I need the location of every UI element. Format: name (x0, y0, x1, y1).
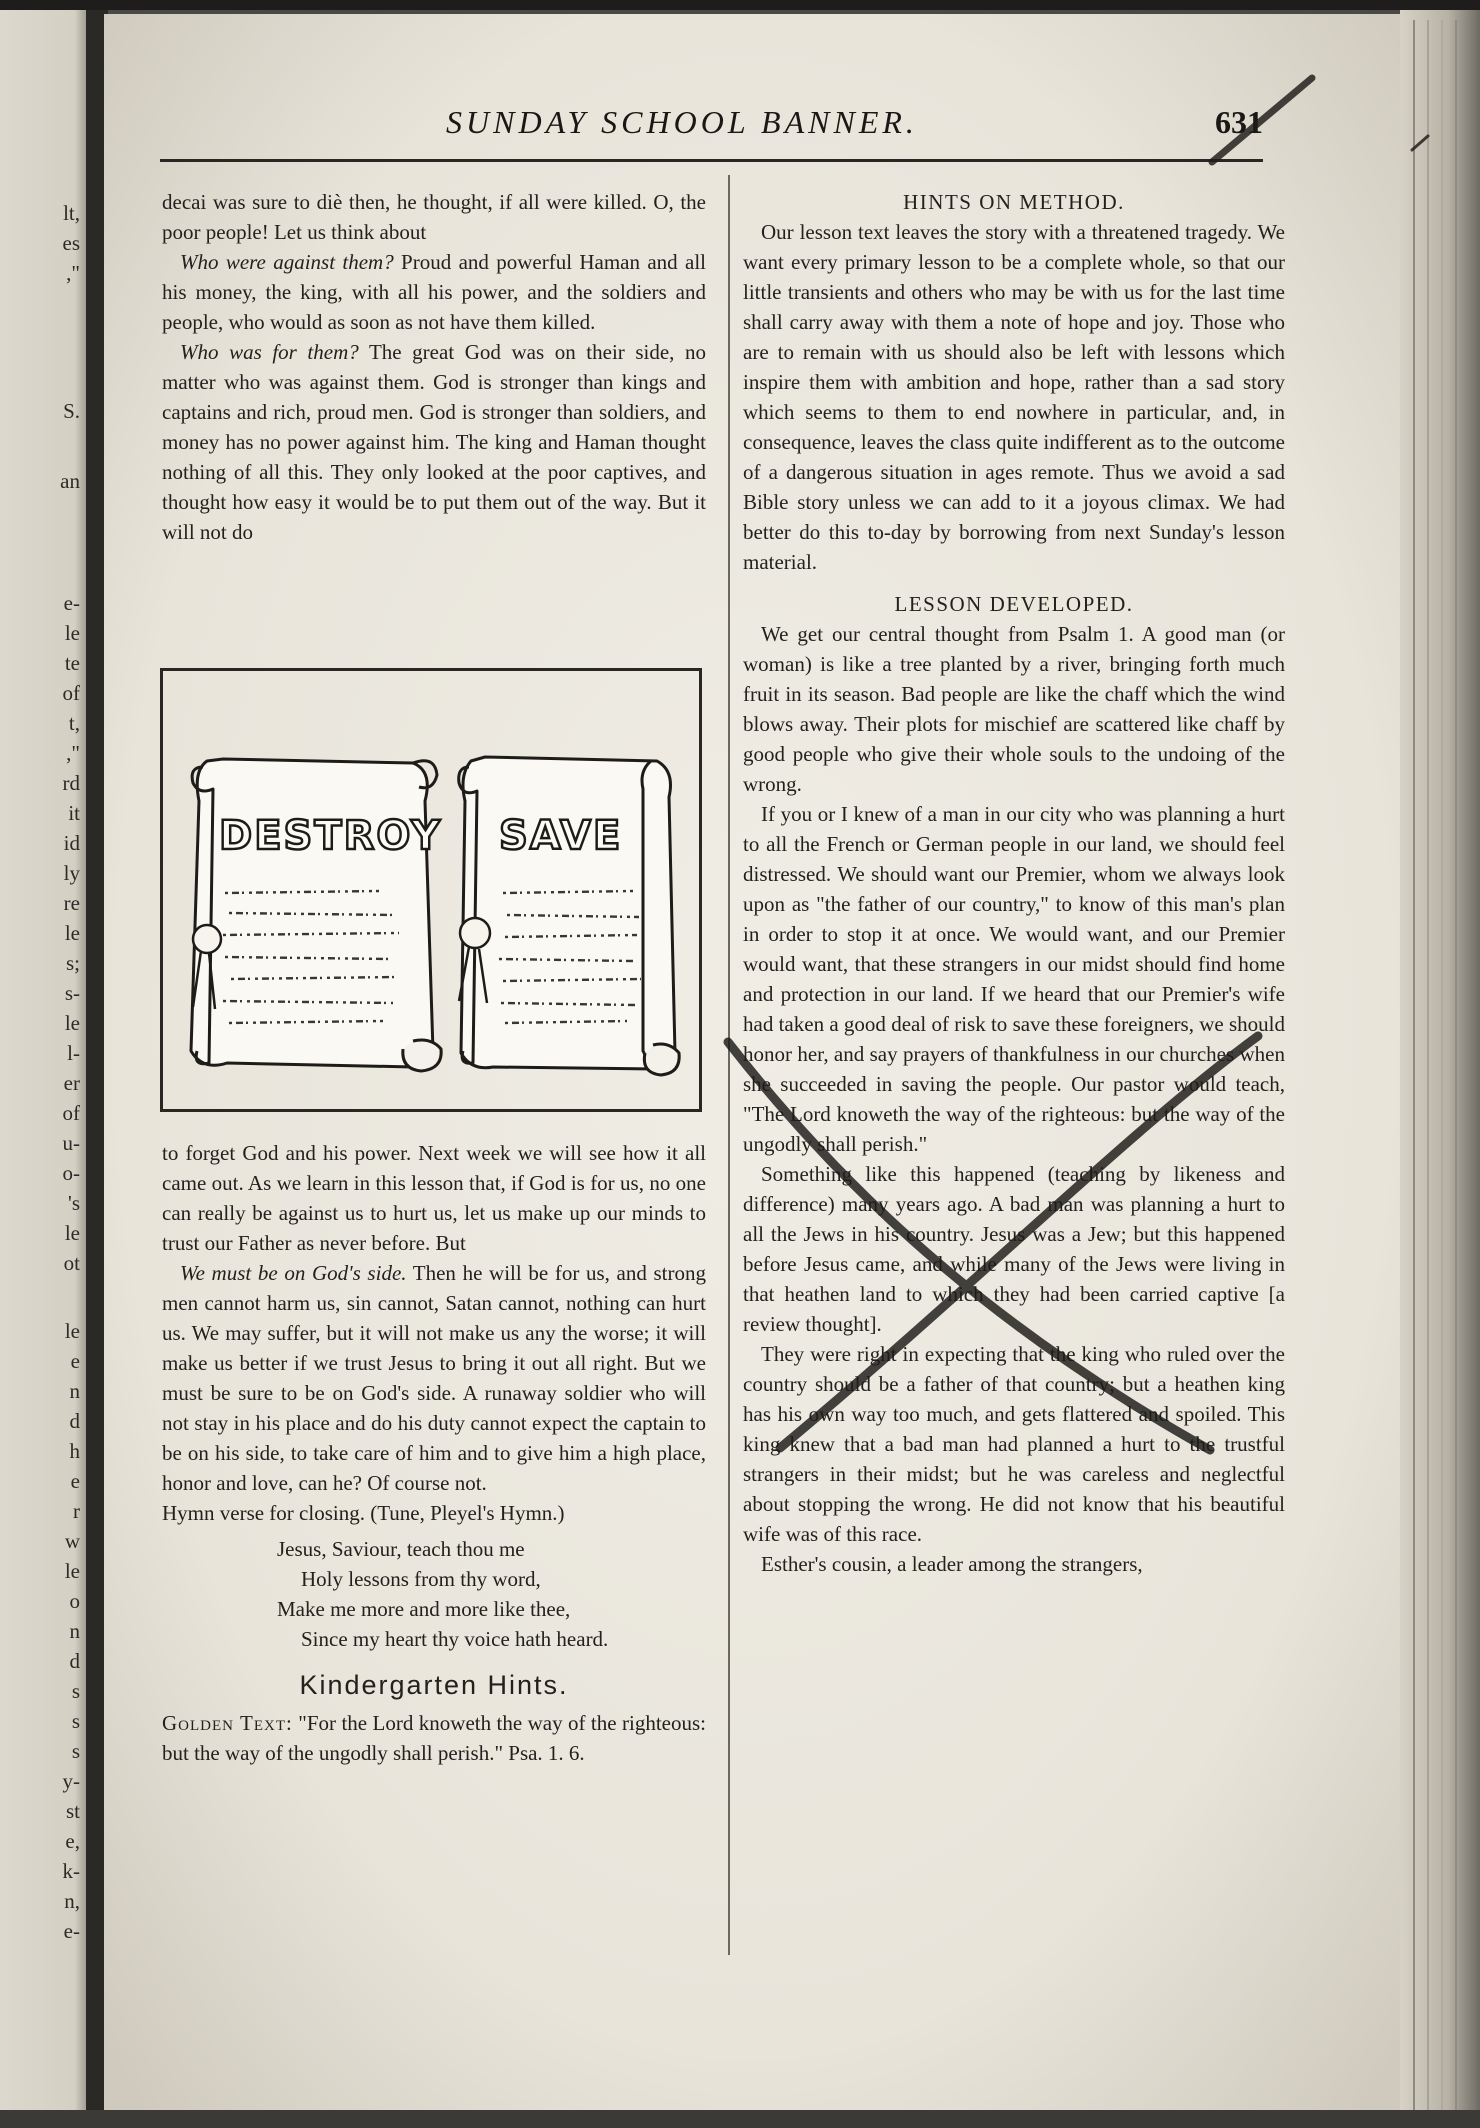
paragraph: Esther's cousin, a leader among the strangers, (761, 1552, 1143, 1576)
left-page-fragment: n, (64, 1889, 80, 1913)
left-page-fragment: er (63, 1071, 80, 1095)
left-page-fragment: w (64, 1529, 80, 1553)
running-head: SUNDAY SCHOOL BANNER. (446, 104, 918, 140)
left-page-fragment: e, (65, 1829, 80, 1853)
left-page-fragment: e (70, 1469, 80, 1493)
left-page-fragment: te (64, 651, 80, 675)
golden-text (162, 1708, 706, 1768)
paragraph (162, 247, 706, 337)
left-page-fragment: h (69, 1439, 80, 1463)
left-page-fragment: ," (66, 741, 80, 765)
left-page-fragment: lt, (63, 201, 80, 225)
left-page-fragment: le (64, 1011, 80, 1035)
paragraph-text: The great God was on their side, no matter who was against them. God is stronger than kings and captains and rich, proud men. God is stronger than soldiers, and money has no power against him. The king and Haman thought nothing of all this. They only looked at the poor captives, and thought how easy it would be to put them out of the way. But it will not do (162, 340, 707, 544)
left-page-fragment: d (69, 1649, 80, 1673)
paragraph (162, 337, 706, 547)
page-number: 631 (1215, 104, 1263, 140)
left-page-fragment: e- (63, 1919, 80, 1943)
left-page-fragment: rd (62, 771, 80, 795)
hymn-line: Since my heart thy voice hath heard. (301, 1627, 609, 1651)
left-page-fragment: e (70, 1349, 80, 1373)
left-page-fragment: e- (63, 591, 80, 615)
hymn-line: Jesus, Saviour, teach thou me (277, 1537, 525, 1561)
kindergarten-heading: Kindergarten Hints. (299, 1670, 569, 1700)
left-page-fragment: ," (66, 261, 80, 285)
left-page-fragment: it (68, 801, 80, 825)
left-page-fragment: le (64, 621, 80, 645)
left-page-fragment: s- (64, 981, 80, 1005)
left-column-bottom (162, 1138, 706, 1768)
left-page-fragment: S. (63, 399, 80, 423)
paragraph: Our lesson text leaves the story with a threatened tragedy. We want every primary lesson to be a complete whole, so that our little transients and others who may be with us for the last time shall carry away with them a note of hope and joy. Those who are to remain with us should also be left with lessons which inspire them with ambition and hope, rather than a sad story which seems to them to end nowhere in particular, and, in consequence, leaves the class quite indifferent as to the outcome of a dangerous situation in ages remote. Thus we avoid a sad Bible story unless we can add to it a joyous climax. We had better do this to-day by borrowing from next Sunday's lesson material. (743, 220, 1285, 574)
hymn-intro: Hymn verse for closing. (Tune, Pleyel's Hymn.) (162, 1501, 565, 1525)
paragraph-text: Then he will be for us, and strong men cannot harm us, sin cannot, Satan cannot, nothing can hurt us. We may suffer, but it will not make us any the worse; it will make us better if we trust Jesus to bring it out all right. But we must be sure to be on God's side. A runaway soldier who will not stay in his place and do his duty cannot expect the captain to be on his side, to take care of him and to give him a high place, honor and love, can he? Of course not. (162, 1261, 706, 1495)
left-page-fragment: es (62, 231, 80, 255)
left-page-fragment: u- (62, 1131, 80, 1155)
hymn-line: Holy lessons from thy word, (301, 1567, 541, 1591)
hymn-verse (162, 1534, 706, 1654)
left-page-fragment: le (64, 1221, 80, 1245)
paragraph (162, 1258, 706, 1498)
left-page-fragment: k- (62, 1859, 80, 1883)
left-page-fragment: s (71, 1739, 80, 1763)
golden-text-body: "For the Lord knoweth the way of the righteous: but the way of the ungodly shall perish." Psa. 1. 6. (162, 1711, 706, 1765)
left-page-fragment: n (69, 1379, 80, 1403)
paragraph-text: Proud and powerful Haman and all his money, the king, with all his power, and the soldiers and people, who would as soon as not have them killed. (162, 250, 706, 334)
left-page-fragment: l- (67, 1041, 80, 1065)
left-page-fragment: le (64, 1559, 80, 1583)
paragraph-lead: Who was for them? (180, 340, 359, 364)
left-page-fragment: s; (65, 951, 80, 975)
left-page-fragment: st (65, 1799, 80, 1823)
header-rule (160, 159, 1263, 162)
hymn-line: Make me more and more like thee, (277, 1597, 571, 1621)
left-page-fragment: d (69, 1409, 80, 1433)
left-page-fragment: r (73, 1499, 80, 1523)
paragraph: to forget God and his power. Next week we will see how it all came out. As we learn in this lesson that, if God is for us, no one can really be against us to hurt us, let us make up our minds to trust our Father as never before. But (162, 1141, 706, 1255)
paragraph-lead: Who were against them? (180, 250, 394, 274)
left-page-fragment: an (60, 469, 80, 493)
left-page-fragment: ly (63, 861, 80, 885)
paragraph: decai was sure to diè then, he thought, if all were killed. O, the poor people! Let us think about (162, 190, 706, 244)
scroll-word-save: SAVE (499, 813, 623, 859)
left-page-fragment: s (71, 1709, 80, 1733)
scroll-word-destroy: DESTROY (219, 813, 442, 859)
left-column-top (162, 187, 706, 547)
right-column (743, 187, 1285, 1579)
left-page-fragment: y- (62, 1769, 80, 1793)
left-page-fragment: id (63, 831, 80, 855)
left-page-fragment: re (63, 891, 80, 915)
column-rule (728, 175, 730, 1955)
left-page-fragment: le (64, 921, 80, 945)
lesson-heading: LESSON DEVELOPED. (894, 592, 1134, 616)
scrolls-illustration (160, 668, 702, 1112)
left-page-fragment: n (69, 1619, 80, 1643)
paragraph-lead: We must be on God's side. (180, 1261, 407, 1285)
paragraph: We get our central thought from Psalm 1. A good man (or woman) is like a tree planted by a river, bringing forth much fruit in its season. Bad people are like the chaff which the wind blows away. Their plots for mischief are scattered like chaff by good people who give their whole souls to the undoing of the wrong. (743, 622, 1285, 796)
golden-text-label: Golden Text: (162, 1711, 293, 1735)
left-page-fragment: o- (62, 1161, 80, 1185)
left-page-fragment: ot (63, 1251, 80, 1275)
left-page-fragment: 's (68, 1191, 80, 1215)
left-page-fragment: le (64, 1319, 80, 1343)
paragraph: Something like this happened (teaching by likeness and difference) many years ago. A bad man was planning a hurt to all the Jews in his country. Jesus was a Jew; but this happened before Jesus came, and while many of the Jews were living in that heathen land to which they had been carried captive [a review thought]. (743, 1162, 1285, 1336)
paragraph: They were right in expecting that the king who ruled over the country should be a father of that country; but a heathen king has his own way too much, and gets flattered and spoiled. This king knew that a bad man had planned a hurt to the trustful strangers in their midst; but he was careless and neglectful about stopping the wrong. He did not know that his beautiful wife was of this race. (743, 1342, 1285, 1546)
left-page-fragment: t, (68, 711, 80, 735)
left-page-fragment: o (69, 1589, 80, 1613)
left-page-fragment: of (62, 681, 80, 705)
left-page-fragment: of (62, 1101, 80, 1125)
left-page-fragment: s (71, 1679, 80, 1703)
paragraph: If you or I knew of a man in our city who was planning a hurt to all the French or German people in our land, we should feel distressed. We should want our Premier, whom we always look upon as "the father of our country," to know of this man's plan in order to stop it at once. We would want, and our Premier would want, that these strangers in our midst should find home and protection in our land. If we heard that our Premier's wife had taken a good deal of risk to save these foreigners, we should honor her, and say prayers of thankfulness in our churches when she succeeded in saving the people. Our pastor would teach, "The Lord knoweth the way of the righteous: but the way of the ungodly shall perish." (743, 802, 1285, 1156)
hints-heading: HINTS ON METHOD. (903, 190, 1125, 214)
